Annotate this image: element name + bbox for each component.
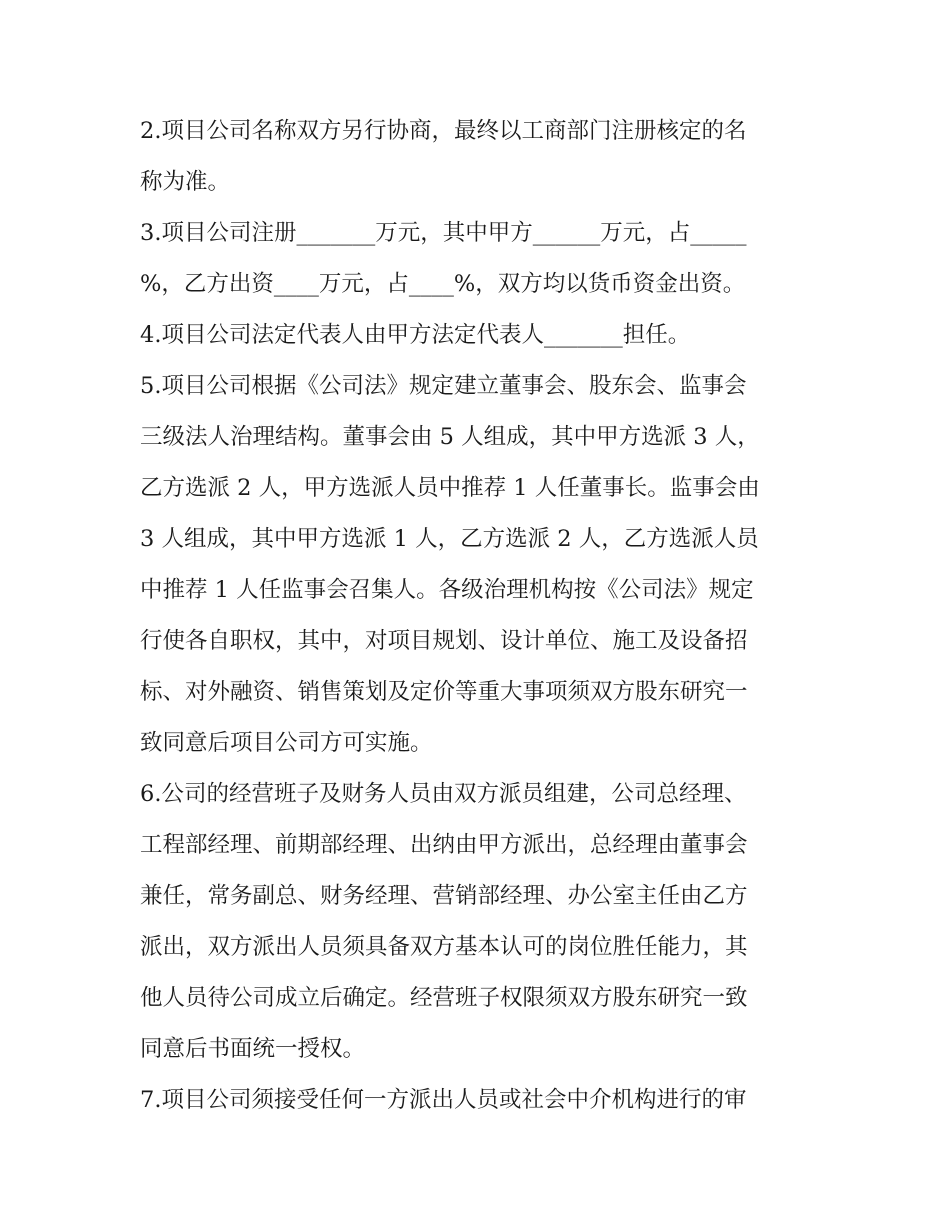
text-line: %，乙方出资____万元，占____%，双方均以货币资金出资。 — [140, 271, 746, 297]
text-line: 4.项目公司法定代表人由甲方法定代表人_______担任。 — [140, 322, 691, 348]
text-line: 3 人组成，其中甲方选派 1 人，乙方选派 2 人，乙方选派人员 — [140, 526, 759, 552]
text-line: 中推荐 1 人任监事会召集人。各级治理机构按《公司法》规定 — [140, 577, 754, 603]
text-line: 2.项目公司名称双方另行协商，最终以工商部门注册核定的名 — [140, 118, 747, 144]
text-line: 派出，双方派出人员须具备双方基本认可的岗位胜任能力，其 — [140, 934, 748, 960]
text-line: 3.项目公司注册_______万元，其中甲方______万元，占_____ — [140, 220, 747, 246]
text-line: 称为准。 — [140, 169, 231, 195]
text-line: 标、对外融资、销售策划及定价等重大事项须双方股东研究一 — [140, 679, 748, 705]
text-line: 工程部经理、前期部经理、出纳由甲方派出，总经理由董事会 — [140, 832, 748, 858]
text-line: 三级法人治理结构。董事会由 5 人组成，其中甲方选派 3 人， — [140, 424, 760, 450]
text-line: 5.项目公司根据《公司法》规定建立董事会、股东会、监事会 — [140, 373, 747, 399]
text-line: 行使各自职权，其中，对项目规划、设计单位、施工及设备招 — [140, 628, 748, 654]
text-line: 同意后书面统一授权。 — [140, 1036, 366, 1062]
text-line: 兼任，常务副总、财务经理、营销部经理、办公室主任由乙方 — [140, 883, 748, 909]
text-line: 乙方选派 2 人，甲方选派人员中推荐 1 人任董事长。监事会由 — [140, 475, 760, 501]
text-line: 他人员待公司成立后确定。经营班子权限须双方股东研究一致 — [140, 985, 748, 1011]
text-line: 6.公司的经营班子及财务人员由双方派员组建，公司总经理、 — [140, 781, 747, 807]
document-body — [140, 106, 810, 1126]
text-line: 7.项目公司须接受任何一方派出人员或社会中介机构进行的审 — [140, 1087, 747, 1113]
text-line: 致同意后项目公司方可实施。 — [140, 730, 433, 756]
